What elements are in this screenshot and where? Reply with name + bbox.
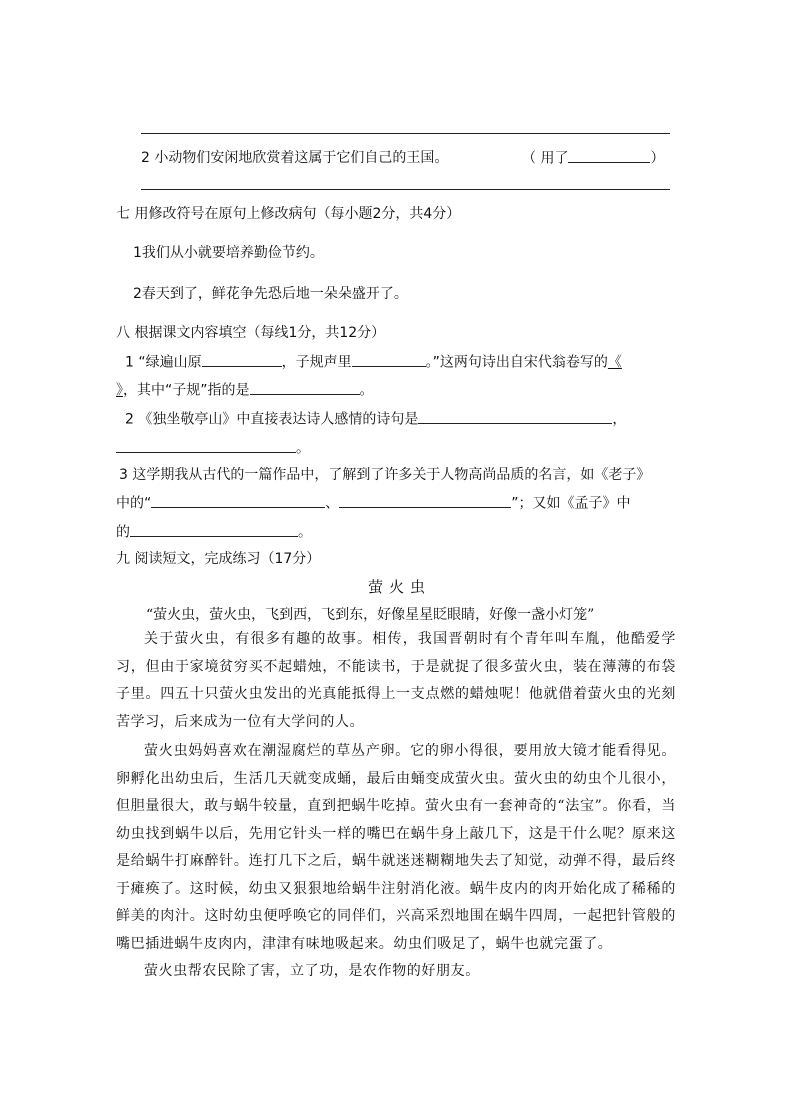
section8-question-2-line1: 2 《独坐敬亭山》中直接表达诗人感情的诗句是 ， bbox=[125, 408, 626, 429]
blank-q3-c[interactable] bbox=[130, 521, 298, 537]
section6-q2-text: 2 小动物们安闲地欣赏着这属于它们自己的王国。 bbox=[141, 150, 449, 166]
blank-q2-hint[interactable] bbox=[568, 147, 650, 163]
section7-heading: 七 用修改符号在原句上修改病句（每小题2分，共4分） bbox=[116, 206, 461, 222]
passage-paragraph-1: 关于萤火虫，有很多有趣的故事。相传，我国晋朝时有个青年叫车胤，他酷爱学习，但由于家境贫穷买不起蜡烛，不能读书，于是就捉了很多萤火虫，装在薄薄的布袋子里。四五十只萤火虫发出的光真能抵得上一支点燃的蜡烛呢！他就借着萤火虫的光刻苦学习，后来成为一位有大学问的人。 bbox=[116, 631, 676, 730]
passage-quote: “萤火虫，萤火虫，飞到西，飞到东，好像星星眨眼睛，好像一盏小灯笼” bbox=[146, 607, 595, 623]
blank-q1-c[interactable] bbox=[250, 379, 360, 395]
blank-q1-b[interactable] bbox=[352, 351, 426, 367]
blank-q1-a[interactable] bbox=[202, 351, 282, 367]
answer-line-2[interactable] bbox=[141, 189, 670, 190]
section8-question-2-line2: 。 bbox=[116, 437, 310, 458]
section8-question-3-line3: 的 。 bbox=[116, 521, 312, 542]
section9-heading: 九 阅读短文，完成练习（17分） bbox=[116, 551, 321, 567]
section7-question-2[interactable]: 2春天到了，鲜花争先恐后地一朵朵盛开了。 bbox=[133, 286, 408, 302]
section6-q2-hint: （ 用了 ） bbox=[522, 147, 664, 168]
passage-paragraph-3: 萤火虫帮农民除了害，立了功，是农作物的好朋友。 bbox=[144, 963, 480, 979]
blank-q3-b[interactable] bbox=[339, 492, 511, 508]
section8-question-3-line1: 3 这学期我从古代的一篇作品中，了解到了许多关于人物高尚品质的名言，如《老子》 bbox=[119, 467, 651, 483]
blank-q2-b[interactable] bbox=[116, 437, 296, 453]
passage-title: 萤火虫 bbox=[368, 578, 432, 596]
section7-question-1[interactable]: 1我们从小就要培养勤俭节约。 bbox=[133, 245, 324, 261]
section6-question-2 bbox=[141, 147, 448, 167]
blank-q2-a[interactable] bbox=[418, 408, 612, 424]
section8-question-1-line2: 》，其中“子规”指的是 。 bbox=[116, 379, 374, 400]
passage-paragraph-2: 萤火虫妈妈喜欢在潮湿腐烂的草丛产卵。它的卵小得很，要用放大镜才能看得见。卵孵化出幼虫后，生活几天就变成蛹，最后由蛹变成萤火虫。萤火虫的幼虫个儿很小，但胆量很大，敢与蜗牛较量，直到把蜗牛吃掉。萤火虫有一套神奇的“法宝”。你看，当幼虫找到蜗牛以后，先用它针头一样的嘴巴在蜗牛身上敲几下，这是干什么呢？原来这是给蜗牛打麻醉针。连打几下之后，蜗牛就迷迷糊糊地失去了知觉，动弹不得，最后终于瘫痪了。这时候，幼虫又狠狠地给蜗牛注射消化液。蜗牛皮内的肉开始化成了稀稀的鲜美的肉汁。这时幼虫便呼唤它的同伴们，兴高采烈地围在蜗牛四周，一起把针管般的嘴巴插进蜗牛皮肉内，津津有味地吸起来。幼虫们吸足了，蜗牛也就完蛋了。 bbox=[116, 743, 676, 952]
section8-heading: 八 根据课文内容填空（每线1分，共12分） bbox=[116, 325, 386, 341]
blank-q3-a[interactable] bbox=[151, 492, 325, 508]
section8-question-3-line2: 中的“ 、 ”；又如《孟子》中 bbox=[116, 492, 631, 513]
answer-line-1[interactable] bbox=[141, 133, 670, 134]
passage-body bbox=[116, 626, 676, 986]
section8-question-1-line1: 1 “绿遍山原 ，子规声里 。”这两句诗出自宋代翁卷写的《 bbox=[125, 351, 622, 372]
